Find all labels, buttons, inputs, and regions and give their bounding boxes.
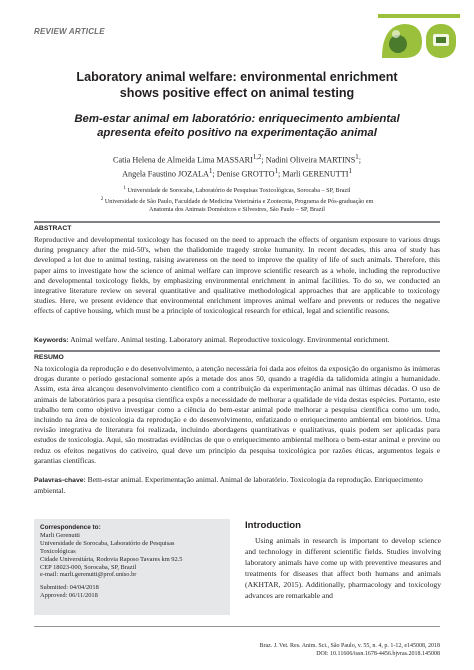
introduction-heading: Introduction bbox=[245, 520, 301, 531]
correspondence-box bbox=[34, 519, 230, 615]
keywords-text: Animal welfare. Animal testing. Laboratory animal. Reproductive toxicology. Environmental enrichment. bbox=[68, 335, 390, 344]
author-list: Catia Helena de Almeida Lima MASSARI$^{1,2}$; Nadini Oliveira MARTINS$^1$; Angela Faustino JOZALA$^1$; Denise GROTTO$^1$; Marli GERENUTTI$^1$ bbox=[113, 154, 361, 179]
correspondence-name: Marli Gerenutti bbox=[40, 531, 80, 539]
review-article-tag: REVIEW ARTICLE bbox=[34, 27, 105, 36]
subtitle-line-2: apresenta efeito positivo na experimentação animal bbox=[97, 127, 377, 139]
resumo-text: Na toxicologia da reprodução e do desenvolvimento, a atenção necessária foi dada aos efeitos da exposição do organismo às inúmeras drogas durante o período gestacional somente após a metade dos anos 50, quando a tragédia da talidomida atingiu a humanidade. Assim, esta área alcançou desenvolvimento científico com a contribuição da experimentação animal nas últimas décadas. O uso de animais de laboratórios para a pesquisa científica expôs a necessidade de melhorar a qualidade de vida destas espécies. Portanto, este trabalho tem como objetivo investigar como a ciência do bem-estar animal pode melhorar a pesquisa científica como um todo, incluindo na área de toxicologia da reprodução e do desenvolvimento, enfatizando o enriquecimento ambiental em biotérios. Uma revisão integrativa de literatura foi realizada, incluindo abordagens quantitativas e qualitativas, quais podem ser aplicadas para estudos de toxicologia. Aqui, são mostradas evidências de que o enriquecimento ambiental melhora o bem-estar animal e previne ou reduz os efeitos negativos do cativeiro, qual deve um princípio da pesquisa toxicológica por razões éticas, argumentos legais e garantias científicas. bbox=[34, 364, 440, 465]
correspondence-line-4: CEP 18023-000, Sorocaba, SP, Brazil bbox=[40, 563, 137, 571]
title-line-2: shows positive effect on animal testing bbox=[119, 85, 355, 100]
author-grotto: ; Denise GROTTO bbox=[212, 169, 275, 179]
correspondence-email[interactable]: e-mail: marli.gerenutti@prof.uniso.br bbox=[40, 571, 137, 579]
resumo-divider bbox=[34, 350, 440, 352]
resumo-keywords bbox=[34, 475, 440, 496]
author-gerenutti: ; Marli GERENUTTI bbox=[277, 169, 349, 179]
article-title bbox=[40, 70, 434, 101]
affiliation-2: $^2$ Universidade de São Paulo, Faculdade de Medicina Veterinária e Zootecnia, Programa de Pós-graduação em Anatomia dos Animais Domésticos e Silvestres, São Paulo – SP, Brazil bbox=[100, 196, 374, 214]
abstract-divider bbox=[34, 221, 440, 223]
correspondence-label: Correspondence to: bbox=[40, 524, 101, 531]
article-doi[interactable]: DOI: 10.11606/issn.1678-4456.bjvras.2018.145008 bbox=[316, 651, 440, 658]
affiliation-1: $^1$ Universidade de Sorocaba, Laboratório de Pesquisas Toxicológicas, Sorocaba – SP, Brazil bbox=[123, 185, 351, 195]
journal-logo-icon bbox=[378, 14, 460, 62]
palavras-chave-label: Palavras-chave: bbox=[34, 477, 86, 484]
correspondence-line-3: Cidade Universitária, Rodovia Raposo Tavares km 92.5 bbox=[40, 555, 183, 563]
resumo-heading: RESUMO bbox=[34, 354, 64, 361]
page-footer bbox=[200, 642, 440, 659]
journal-citation: Braz. J. Vet. Res. Anim. Sci., São Paulo, v. 55, n. 4, p. 1-12, e145008, 2018 bbox=[259, 643, 440, 649]
keywords-label: Keywords: bbox=[34, 337, 69, 344]
author-jozala: Angela Faustino JOZALA bbox=[122, 169, 209, 179]
author-massari: Catia Helena de Almeida Lima MASSARI bbox=[113, 155, 253, 165]
subtitle-line-1: Bem-estar animal em laboratório: enriquecimento ambiental bbox=[74, 113, 400, 125]
approved-date: Approved: 06/11/2018 bbox=[40, 592, 98, 600]
author-martins: ; Nadini Oliveira MARTINS bbox=[261, 155, 356, 165]
submitted-date: Submitted: 04/04/2018 bbox=[40, 584, 99, 592]
abstract-heading: ABSTRACT bbox=[34, 225, 72, 232]
correspondence-line-2: Toxicológicas bbox=[40, 547, 76, 555]
introduction-text: Using animals in research is important to develop science and technology in different scientific fields. Studies involving laboratory animals have come up with preventive measures and treatments for diseases that affect both humans and animals (AKHTAR, 2015). Additionally, pharmacology and toxicology advances are remarkable and bbox=[245, 536, 441, 600]
palavras-chave-text: Bem-estar animal. Experimentação animal. Animal de laboratório. Toxicologia da reprodução. Enriquecimento ambiental. bbox=[34, 475, 423, 496]
footer-divider bbox=[34, 626, 440, 627]
correspondence-line-1: Universidade de Sorocaba, Laboratório de Pesquisas bbox=[40, 539, 175, 547]
abstract-text: Reproductive and developmental toxicology has focused on the need to approach the effects of organism exposure to various drugs during pregnancy after the mid-50's, when the thalidomide tragedy stroke humanity. In recent decades, this area of study has developed a lot due to animal testing, raising awareness on the need to improve the quality of life of such animals. Therefore, this paper aims to investigate how the science of animal welfare can improve scientific research as a whole, including the reproductive and developmental toxicology fields, by emphasizing environmental enrichment in animal facilities. To do so, we conducted an integrative literature review on several quantitative and qualitative methodological approaches that are applicable to toxicology studies. Here, we present evidence that environmental enrichment improves animal welfare and prevents or reduces the negative effects of captive housing, which must be a principle of toxicological research for ethical, legal and scientific reasons. bbox=[34, 235, 440, 316]
abstract-keywords bbox=[34, 335, 440, 346]
article-subtitle bbox=[40, 112, 434, 140]
affiliations bbox=[90, 184, 384, 214]
title-line-1: Laboratory animal welfare: environmental enrichment bbox=[76, 70, 398, 84]
